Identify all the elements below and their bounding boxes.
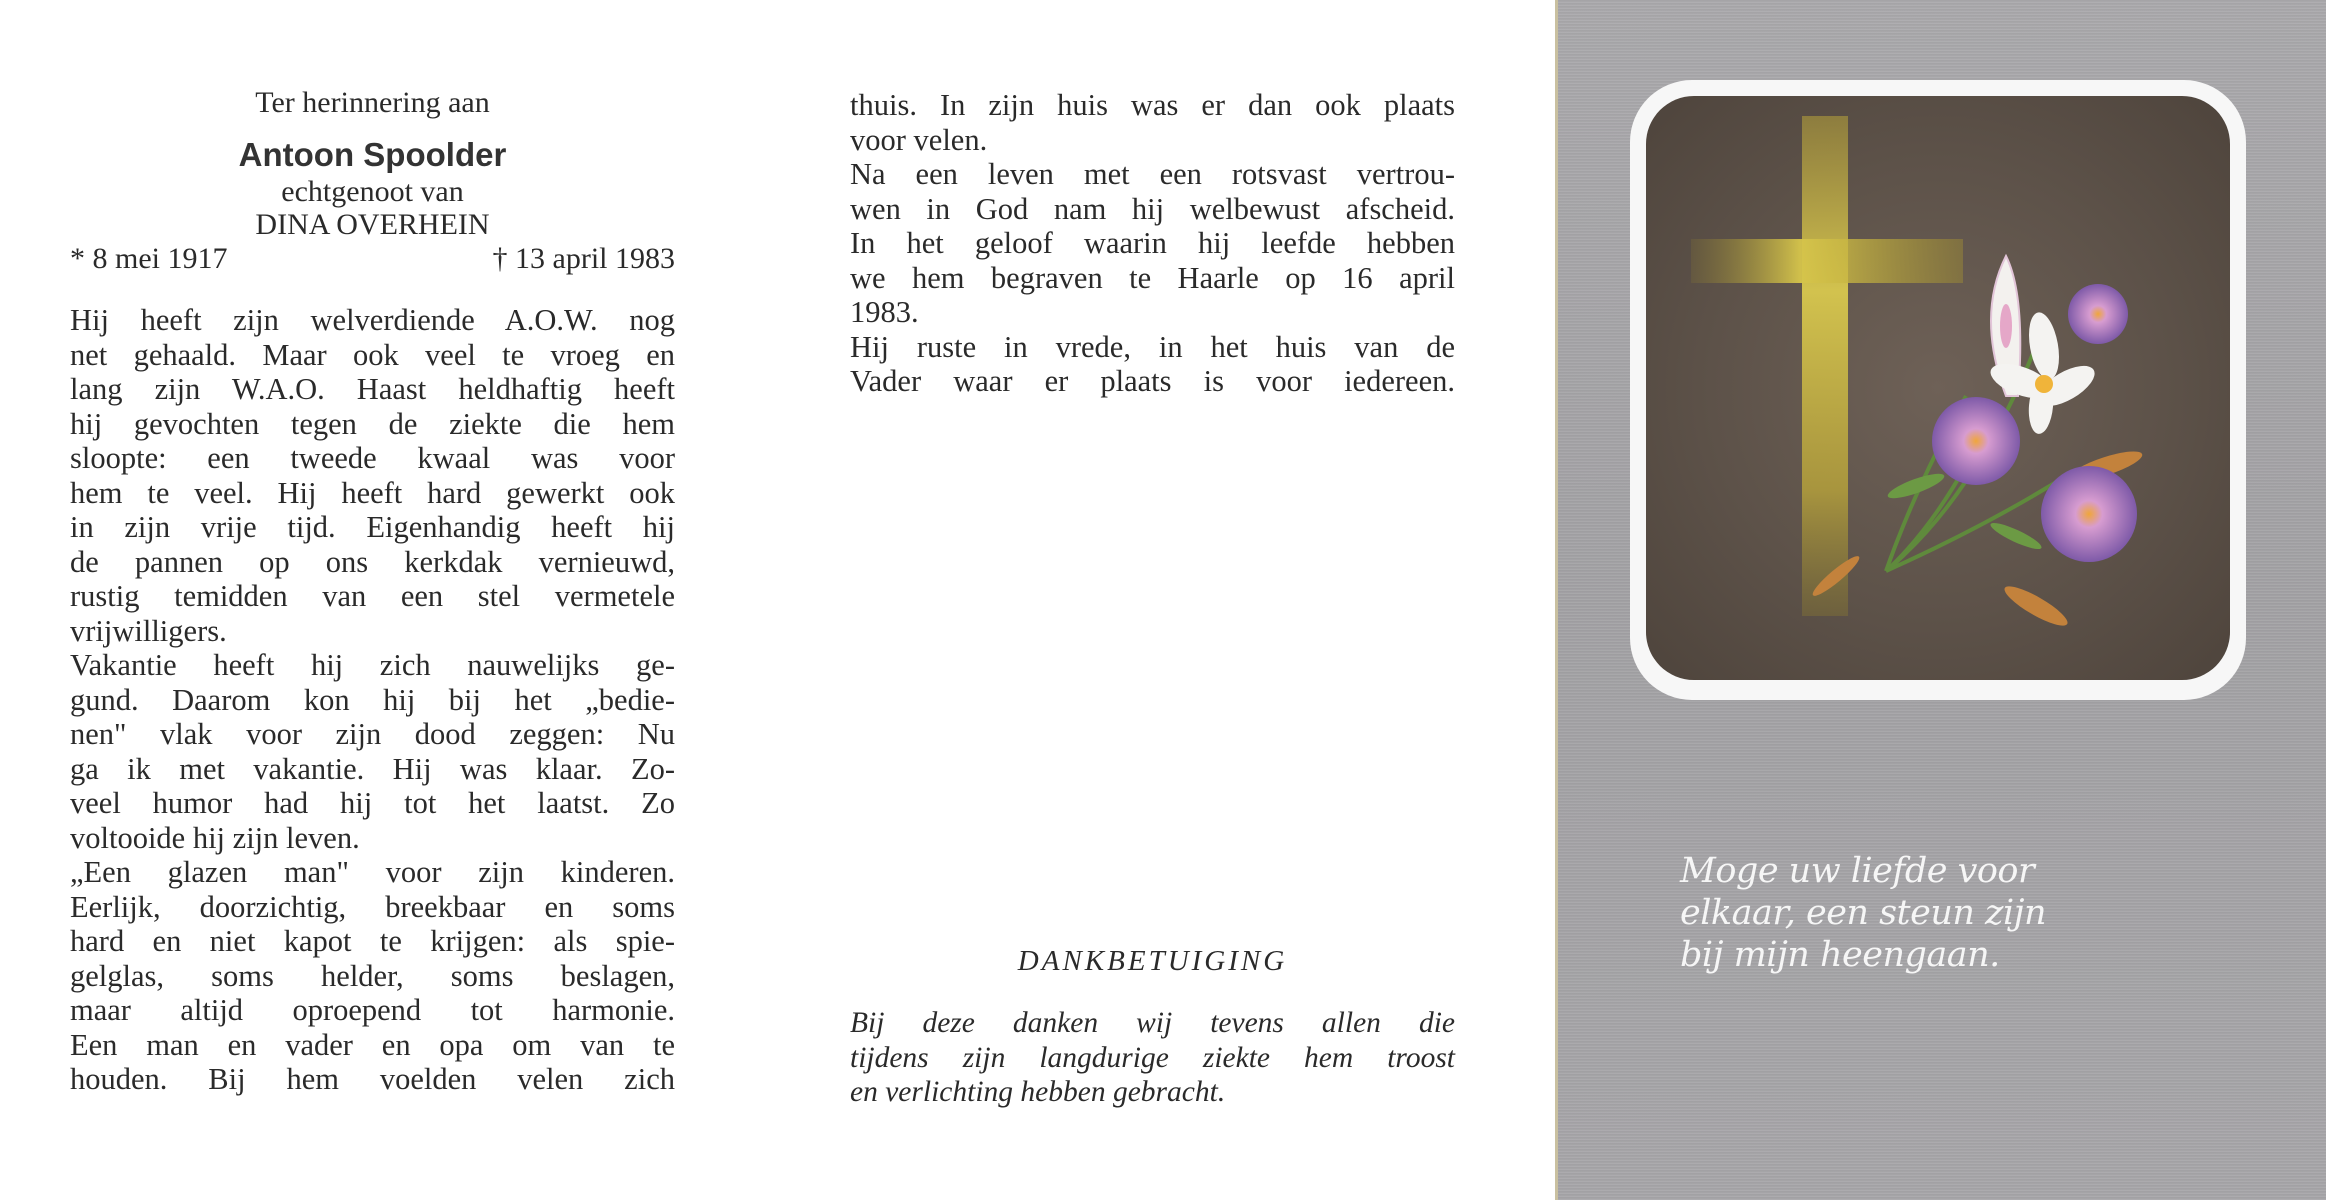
death-date: † 13 april 1983 bbox=[492, 242, 675, 275]
text-line: lang zijn W.A.O. Haast heldhaftig heeft bbox=[70, 372, 675, 406]
text-line: Eerlijk, doorzichtig, breekbaar en soms bbox=[70, 889, 675, 924]
cross-flowers-illustration bbox=[1646, 96, 2230, 680]
text-line: In het geloof waarin hij leefde hebben bbox=[850, 226, 1455, 260]
thanks-text bbox=[850, 1006, 1455, 1110]
purple-flower bbox=[2068, 284, 2128, 344]
text-line: ga ik met vakantie. Hij was klaar. Zo- bbox=[70, 751, 675, 786]
text-line: veel humor had hij tot het laatst. Zo bbox=[70, 786, 675, 820]
deceased-name: Antoon Spoolder bbox=[238, 136, 507, 173]
text-line: Hij ruste in vrede, in het huis van de bbox=[850, 329, 1455, 364]
text-line: hem te veel. Hij heeft hard gewerkt ook bbox=[70, 475, 675, 510]
intro-text: Ter herinnering aan bbox=[255, 86, 490, 119]
left-page bbox=[70, 85, 675, 1097]
text-line: rustig temidden van een stel vermetele bbox=[70, 579, 675, 613]
cover-panel bbox=[1555, 0, 2326, 1200]
text-line: Hij heeft zijn welverdiende A.O.W. nog bbox=[70, 303, 675, 337]
cross-flowers-artwork bbox=[1646, 96, 2230, 680]
thanks-heading: DANKBETUIGING bbox=[1017, 945, 1288, 977]
text-line: maar altijd oproepend tot harmonie. bbox=[70, 993, 675, 1027]
verse-line: bij mijn heengaan. bbox=[1680, 935, 2000, 975]
text-line: houden. Bij hem voelden velen zich bbox=[70, 1062, 675, 1096]
text-line: voor velen. bbox=[850, 122, 988, 157]
text-line: sloopte: een tweede kwaal was voor bbox=[70, 441, 675, 475]
text-line: Vakantie heeft hij zich nauwelijks ge- bbox=[70, 648, 675, 682]
text-line: gelglas, soms helder, soms beslagen, bbox=[70, 958, 675, 993]
text-line: wen in God nam hij welbewust afscheid. bbox=[850, 191, 1455, 226]
text-line: Vader waar er plaats is voor iedereen. bbox=[850, 364, 1455, 398]
spouse-name: DINA OVERHEIN bbox=[255, 208, 490, 241]
spouse-intro: echtgenoot van bbox=[281, 175, 464, 208]
verse-line: Moge uw liefde voor bbox=[1680, 851, 2035, 891]
text-line: tijdens zijn langdurige ziekte hem troost bbox=[850, 1041, 1455, 1074]
life-dates bbox=[70, 241, 675, 277]
verse-line: elkaar, een steun zijn bbox=[1680, 893, 2047, 933]
left-body-text bbox=[70, 303, 675, 1097]
text-line: 1983. bbox=[850, 295, 919, 329]
text-line: thuis. In zijn huis was er dan ook plaats bbox=[850, 88, 1455, 122]
picture-frame bbox=[1630, 80, 2246, 700]
text-line: „Een glazen man" voor zijn kinderen. bbox=[70, 855, 675, 889]
verse-text bbox=[1680, 850, 2120, 976]
birth-date: * 8 mei 1917 bbox=[70, 242, 228, 275]
text-line: en verlichting hebben gebracht. bbox=[850, 1076, 1226, 1108]
cross-horizontal-beam bbox=[1691, 239, 1963, 283]
text-line: voltooide hij zijn leven. bbox=[70, 820, 360, 855]
text-line: Na een leven met een rotsvast vertrou- bbox=[850, 157, 1455, 191]
text-line: we hem begraven te Haarle op 16 april bbox=[850, 260, 1455, 295]
text-line: nen" vlak voor zijn dood zeggen: Nu bbox=[70, 717, 675, 751]
text-line: gund. Daarom kon hij bij het „bedie- bbox=[70, 682, 675, 717]
text-line: net gehaald. Maar ook veel te vroeg en bbox=[70, 337, 675, 372]
purple-flower bbox=[1932, 397, 2020, 485]
text-line: hard en niet kapot te krijgen: als spie- bbox=[70, 924, 675, 958]
text-line: Een man en vader en opa om van te bbox=[70, 1027, 675, 1062]
text-line: vrijwilligers. bbox=[70, 613, 227, 648]
text-line: de pannen op ons kerkdak vernieuwd, bbox=[70, 544, 675, 579]
text-line: hij gevochten tegen de ziekte die hem bbox=[70, 406, 675, 441]
middle-page-text bbox=[850, 88, 1455, 399]
cross-vertical-beam bbox=[1802, 116, 1848, 616]
text-line: in zijn vrije tijd. Eigenhandig heeft hij bbox=[70, 510, 675, 544]
purple-flower bbox=[2041, 466, 2137, 562]
text-line: Bij deze danken wij tevens allen die bbox=[850, 1007, 1455, 1039]
